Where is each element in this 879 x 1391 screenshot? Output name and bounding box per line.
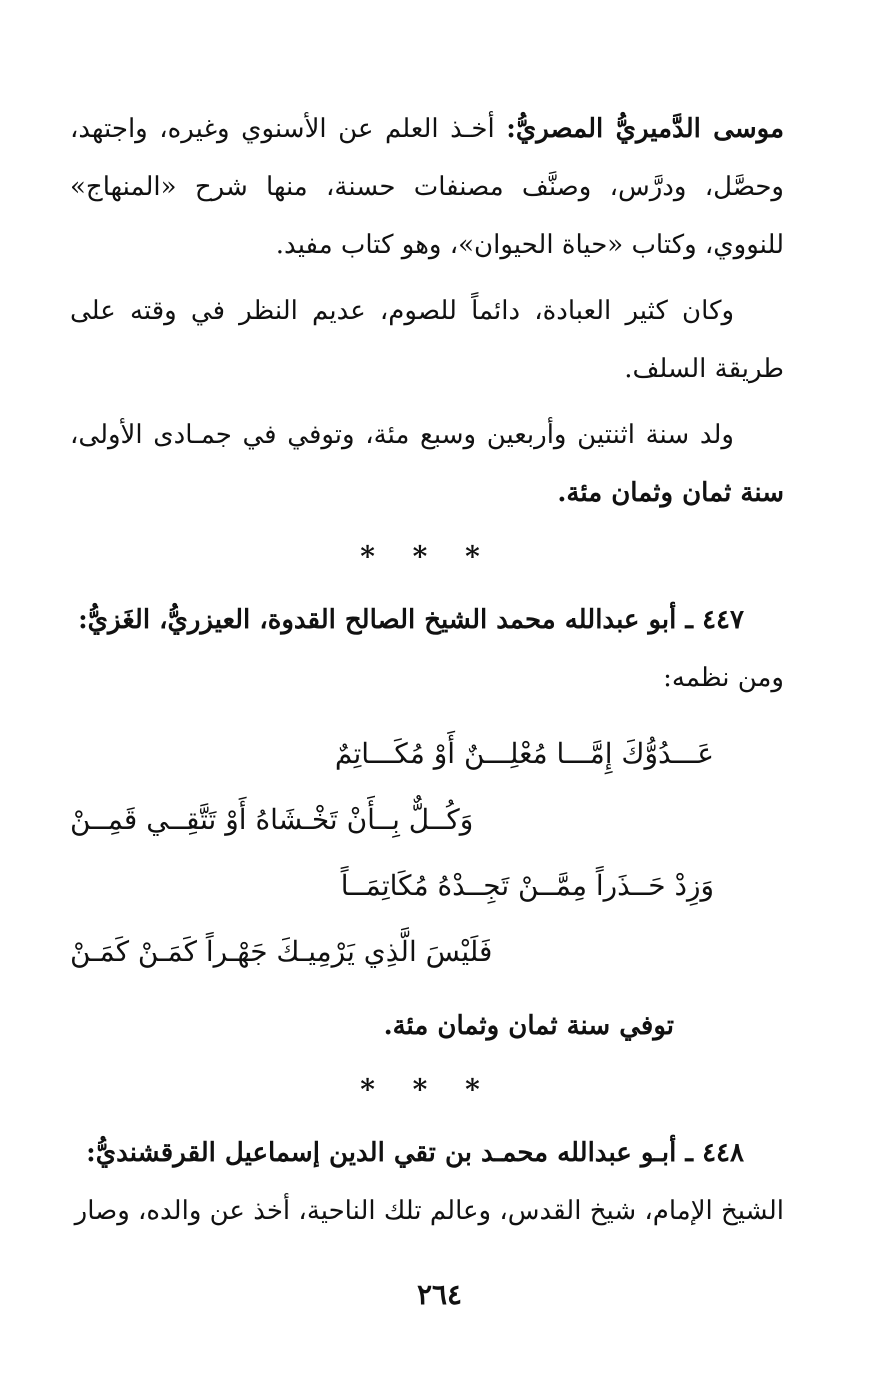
entry-446-text: أخـذ العلم عن الأسنوي وغيره، واجتهد، وحصَّل، ودرَّس، وصنَّف مصنفات حسنة، منها شرح «المنهاج» للنووي، وكتاب «حياة الحيوان»، وهو كتاب مفيد. <box>70 114 784 260</box>
poem <box>70 721 784 985</box>
verse-line: عَـــدُوُّكَ إِمَّـــا مُعْلِـــنٌ أَوْ مُكَـــاتِمٌ <box>334 737 714 770</box>
verse-line: وَزِدْ حَــذَراً مِمَّــنْ تَجِــدْهُ مُكَاتِمَــاً <box>340 869 714 902</box>
entry-447-heading: ٤٤٧ ـ أبو عبدالله محمد الشيخ الصالح القدوة، العيزريُّ، الغَزيُّ: <box>78 605 744 635</box>
page-number: ٢٦٤ <box>416 1278 463 1311</box>
entry-446-name: موسى الدَّميريُّ المصريُّ: <box>506 114 784 144</box>
entry-446-paragraph-3 <box>70 406 784 522</box>
entry-447-intro: ومن نظمه: <box>663 663 784 693</box>
entry-447-death: توفي سنة ثمان وثمان مئة. <box>383 1011 674 1041</box>
entry-446-birth-text: ولد سنة اثنتين وأربعين وسبع مئة، وتوفي في جمـادى الأولى، <box>70 420 734 450</box>
verse-line: فَلَيْسَ الَّذِي يَرْمِيـكَ جَهْـراً كَمَـنْ كَمَـنْ <box>70 935 493 968</box>
entry-446-paragraph-1 <box>70 100 784 274</box>
section-separator: * * * <box>360 540 494 573</box>
entry-446-death-date: سنة ثمان وثمان مئة. <box>557 478 784 508</box>
entry-448-text: الشيخ الإمام، شيخ القدس، وعالم تلك الناحية، أخذ عن والده، وصار <box>74 1196 784 1226</box>
verse-line: وَكُــلٌّ بِــأَنْ تَخْـشَاهُ أَوْ تَتَّقِــي قَمِــنْ <box>70 803 474 836</box>
entry-448-heading: ٤٤٨ ـ أبـو عبدالله محمـد بن تقي الدين إسماعيل القرقشنديُّ: <box>86 1138 744 1168</box>
entry-446-paragraph-2: وكان كثير العبادة، دائماً للصوم، عديم النظر في وقته على طريقة السلف. <box>70 296 784 384</box>
section-separator: * * * <box>360 1073 494 1106</box>
page-body <box>70 100 784 1331</box>
